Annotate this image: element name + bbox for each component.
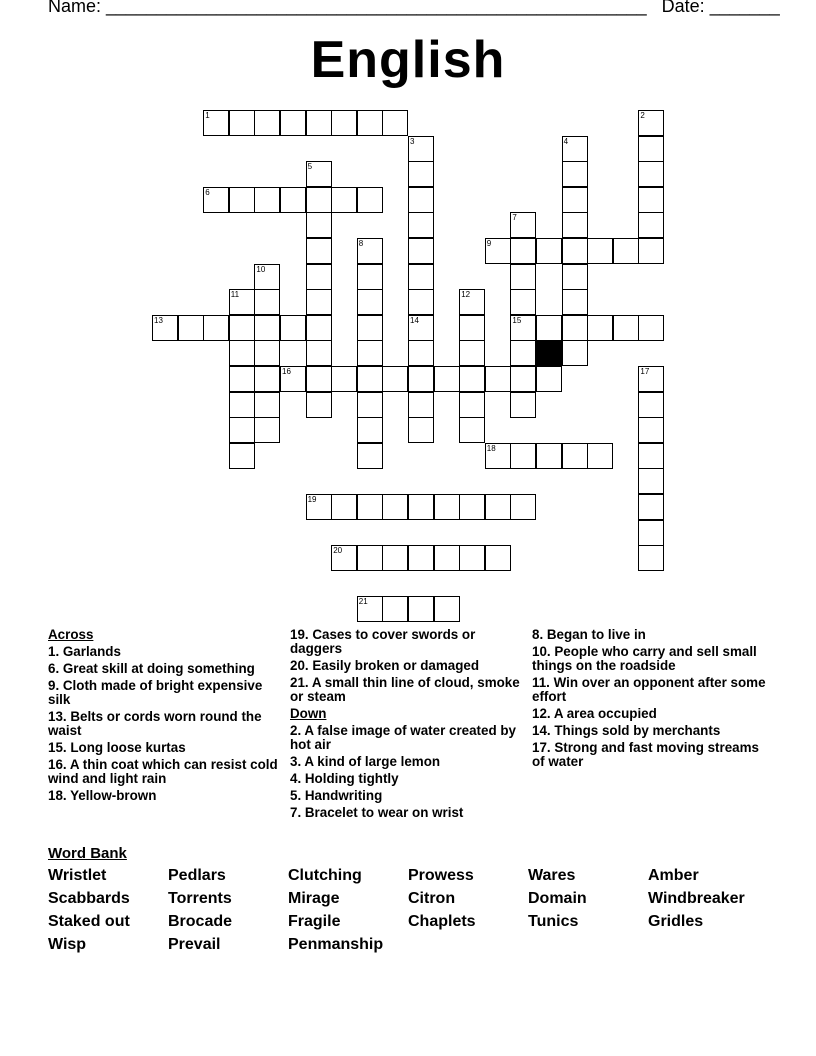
grid-cell[interactable]: [587, 315, 613, 341]
grid-cell[interactable]: [485, 366, 511, 392]
grid-cell[interactable]: [562, 161, 588, 187]
grid-cell[interactable]: [638, 110, 664, 136]
grid-cell[interactable]: [536, 315, 562, 341]
grid-cell[interactable]: [485, 494, 511, 520]
grid-cell[interactable]: [510, 315, 536, 341]
grid-cell[interactable]: [510, 289, 536, 315]
grid-cell[interactable]: [408, 136, 434, 162]
grid-cell[interactable]: [408, 264, 434, 290]
grid-cell[interactable]: [382, 110, 408, 136]
grid-cell[interactable]: [638, 238, 664, 264]
grid-cell[interactable]: [638, 443, 664, 469]
word-bank-item: Fragile: [288, 913, 341, 930]
grid-cell[interactable]: [510, 392, 536, 418]
grid-cell[interactable]: [408, 161, 434, 187]
word-bank-item: Penmanship: [288, 936, 384, 953]
grid-cell[interactable]: [229, 340, 255, 366]
grid-cell[interactable]: [306, 110, 332, 136]
grid-cell[interactable]: [510, 264, 536, 290]
grid-cell[interactable]: [638, 520, 664, 546]
grid-cell[interactable]: [203, 110, 229, 136]
grid-cell[interactable]: [408, 545, 434, 571]
grid-cell[interactable]: [510, 366, 536, 392]
grid-cell[interactable]: [510, 340, 536, 366]
grid-cell[interactable]: [357, 187, 383, 213]
clue-number: 21: [358, 597, 368, 607]
grid-cell[interactable]: [306, 238, 332, 264]
grid-cell[interactable]: [536, 238, 562, 264]
clue-number: 17: [640, 367, 650, 376]
word-bank-item: Amber: [648, 867, 699, 884]
clue-number: 6: [205, 187, 210, 197]
grid-cell[interactable]: [638, 545, 664, 571]
clue-across-16: 16. A thin coat which can resist cold wind and light rain: [48, 757, 278, 786]
grid-cell[interactable]: [485, 545, 511, 571]
grid-cell[interactable]: [306, 161, 332, 187]
grid-cell[interactable]: [408, 596, 434, 622]
grid-cell[interactable]: [638, 366, 664, 392]
clue-number: 2: [640, 111, 645, 120]
clue-down-7: 7. Bracelet to wear on wrist: [290, 805, 464, 820]
clue-number: 14: [410, 315, 419, 325]
word-bank-item: Gridles: [648, 913, 704, 930]
grid-cell[interactable]: [408, 417, 434, 443]
grid-cell[interactable]: [434, 545, 460, 571]
grid-cell[interactable]: [562, 238, 588, 264]
date-label: Date:: [661, 0, 705, 16]
clue-down-10: 10. People who carry and sell small things on the roadside: [532, 644, 757, 673]
word-bank-item: Wristlet: [48, 867, 107, 884]
clue-number: 15: [512, 315, 522, 325]
grid-cell[interactable]: [638, 187, 664, 213]
grid-cell[interactable]: [382, 545, 408, 571]
grid-cell[interactable]: [357, 494, 383, 520]
grid-cell[interactable]: [562, 443, 588, 469]
grid-cell[interactable]: [408, 340, 434, 366]
grid-cell[interactable]: [229, 110, 255, 136]
grid-cell[interactable]: [459, 417, 485, 443]
grid-cell[interactable]: [357, 596, 383, 622]
word-bank-item: Tunics: [528, 913, 579, 930]
grid-cell[interactable]: [459, 494, 485, 520]
name-label: Name:: [48, 0, 102, 16]
grid-cell[interactable]: [408, 187, 434, 213]
grid-cell[interactable]: [331, 110, 357, 136]
clue-number: 10: [256, 264, 266, 274]
grid-cell[interactable]: [254, 264, 280, 290]
grid-cell[interactable]: [229, 417, 255, 443]
grid-cell[interactable]: [562, 315, 588, 341]
grid-cell[interactable]: [254, 187, 280, 213]
word-bank-item: Clutching: [288, 867, 362, 884]
clue-number: 13: [154, 315, 163, 325]
clue-down-12: 12. A area occupied: [532, 706, 657, 721]
name-line: ______________________________________________________: [106, 0, 647, 16]
grid-cell[interactable]: [357, 340, 383, 366]
grid-cell[interactable]: [357, 315, 383, 341]
grid-cell[interactable]: [306, 392, 332, 418]
grid-cell[interactable]: [357, 366, 383, 392]
grid-cell[interactable]: [254, 417, 280, 443]
grid-cell[interactable]: [254, 110, 280, 136]
clue-number: 8: [358, 239, 364, 248]
grid-cell[interactable]: [254, 366, 280, 392]
grid-cell[interactable]: [178, 315, 204, 341]
grid-cell[interactable]: [357, 417, 383, 443]
clue-number: 9: [486, 239, 492, 248]
grid-cell[interactable]: [357, 110, 383, 136]
across-heading: Across: [48, 627, 94, 642]
grid-cell[interactable]: [613, 315, 639, 341]
grid-cell[interactable]: [254, 340, 280, 366]
grid-cell[interactable]: [280, 315, 306, 341]
grid-cell[interactable]: [229, 315, 255, 341]
clue-across-13: 13. Belts or cords worn round the waist: [48, 709, 262, 738]
word-bank-item: Mirage: [288, 890, 340, 907]
grid-cell[interactable]: [357, 289, 383, 315]
clue-number: 18: [486, 443, 496, 453]
grid-cell[interactable]: [510, 443, 536, 469]
grid-cell[interactable]: [562, 136, 588, 162]
grid-cell[interactable]: [357, 264, 383, 290]
clue-number: 19: [307, 495, 317, 504]
grid-cell[interactable]: [408, 315, 434, 341]
grid-cell[interactable]: [203, 187, 229, 213]
grid-cell[interactable]: [229, 366, 255, 392]
grid-cell[interactable]: [408, 212, 434, 238]
grid-cell[interactable]: [613, 238, 639, 264]
grid-cell[interactable]: [510, 238, 536, 264]
grid-cell[interactable]: [638, 417, 664, 443]
clues-column-3: [532, 628, 768, 772]
word-bank-item: Domain: [528, 890, 587, 907]
grid-cell[interactable]: [306, 212, 332, 238]
grid-cell[interactable]: [382, 366, 408, 392]
clue-number: 20: [333, 546, 343, 556]
grid-cell[interactable]: [357, 443, 383, 469]
grid-cell[interactable]: [434, 494, 460, 520]
grid-cell[interactable]: [459, 289, 485, 315]
clue-across-19: 19. Cases to cover swords or daggers: [290, 627, 476, 656]
word-bank-item: Wisp: [48, 936, 87, 953]
grid-block-cell: [536, 340, 562, 366]
word-bank-item: Torrents: [168, 890, 232, 907]
clues-column-2: [290, 628, 522, 823]
grid-cell[interactable]: [485, 443, 511, 469]
grid-cell[interactable]: [203, 315, 229, 341]
grid-cell[interactable]: [562, 340, 588, 366]
clue-across-20: 20. Easily broken or damaged: [290, 658, 480, 673]
grid-cell[interactable]: [562, 212, 588, 238]
grid-cell[interactable]: [459, 545, 485, 571]
clue-down-5: 5. Handwriting: [290, 788, 383, 803]
grid-cell[interactable]: [280, 110, 306, 136]
grid-cell[interactable]: [306, 315, 332, 341]
clue-across-1: 1. Garlands: [48, 644, 121, 659]
grid-cell[interactable]: [280, 366, 306, 392]
grid-cell[interactable]: [306, 289, 332, 315]
grid-cell[interactable]: [587, 443, 613, 469]
grid-cell[interactable]: [254, 392, 280, 418]
word-bank-item: Windbreaker: [648, 890, 745, 907]
grid-cell[interactable]: [331, 494, 357, 520]
grid-cell[interactable]: [638, 315, 664, 341]
grid-cell[interactable]: [408, 238, 434, 264]
grid-cell[interactable]: [306, 187, 332, 213]
word-bank-item: Brocade: [168, 913, 233, 930]
word-bank-item: Staked out: [48, 913, 130, 930]
clue-across-9: 9. Cloth made of bright expensive silk: [48, 678, 263, 707]
grid-cell[interactable]: [562, 289, 588, 315]
grid-cell[interactable]: [306, 340, 332, 366]
grid-cell[interactable]: [229, 187, 255, 213]
grid-cell[interactable]: [485, 238, 511, 264]
clue-down-11: 11. Win over an opponent after some effort: [532, 675, 766, 704]
grid-cell[interactable]: [510, 494, 536, 520]
grid-cell[interactable]: [638, 494, 664, 520]
clue-across-21: 21. A small thin line of cloud, smoke or steam: [290, 675, 520, 704]
grid-cell[interactable]: [408, 494, 434, 520]
grid-cell[interactable]: [331, 366, 357, 392]
clues-column-1: [48, 628, 280, 806]
word-bank-item: Wares: [528, 867, 576, 884]
clue-down-8: 8. Began to live in: [532, 627, 646, 642]
grid-cell[interactable]: [510, 212, 536, 238]
clue-down-4: 4. Holding tightly: [290, 771, 399, 786]
grid-cell[interactable]: [562, 187, 588, 213]
word-bank-item: Pedlars: [168, 867, 226, 884]
grid-cell[interactable]: [331, 545, 357, 571]
word-bank-item: Prevail: [168, 936, 221, 953]
word-bank: [48, 867, 788, 954]
grid-cell[interactable]: [152, 315, 178, 341]
clue-down-17: 17. Strong and fast moving streams of water: [532, 740, 759, 769]
clue-number: 4: [563, 136, 569, 146]
grid-cell[interactable]: [638, 468, 664, 494]
grid-cell[interactable]: [408, 392, 434, 418]
page-title: English: [310, 31, 506, 89]
grid-cell[interactable]: [306, 264, 332, 290]
grid-cell[interactable]: [536, 366, 562, 392]
grid-cell[interactable]: [638, 392, 664, 418]
word-bank-item: Chaplets: [408, 913, 476, 930]
grid-cell[interactable]: [306, 494, 332, 520]
grid-cell[interactable]: [459, 340, 485, 366]
clue-number: 1: [205, 111, 210, 120]
grid-cell[interactable]: [434, 366, 460, 392]
clue-number: 16: [282, 367, 291, 376]
grid-cell[interactable]: [280, 187, 306, 213]
grid-cell[interactable]: [229, 392, 255, 418]
clue-down-3: 3. A kind of large lemon: [290, 754, 441, 769]
grid-cell[interactable]: [357, 545, 383, 571]
grid-cell[interactable]: [331, 187, 357, 213]
clue-number: 5: [307, 162, 313, 172]
grid-cell[interactable]: [382, 596, 408, 622]
clue-across-18: 18. Yellow-brown: [48, 788, 157, 803]
clue-number: 3: [410, 136, 415, 146]
grid-cell[interactable]: [459, 366, 485, 392]
grid-cell[interactable]: [587, 238, 613, 264]
date-line: _______: [709, 0, 780, 16]
clue-number: 7: [512, 213, 517, 223]
grid-cell[interactable]: [229, 443, 255, 469]
grid-cell[interactable]: [382, 494, 408, 520]
grid-cell[interactable]: [229, 289, 255, 315]
grid-cell[interactable]: [357, 238, 383, 264]
grid-cell[interactable]: [254, 289, 280, 315]
word-bank-heading: Word Bank: [48, 845, 127, 862]
down-heading: Down: [290, 706, 327, 721]
clue-across-6: 6. Great skill at doing something: [48, 661, 255, 676]
clue-down-2: 2. A false image of water created by hot air: [290, 723, 516, 752]
clue-number: 12: [461, 290, 471, 300]
grid-cell[interactable]: [306, 366, 332, 392]
grid-cell[interactable]: [459, 392, 485, 418]
clue-number: 11: [230, 290, 240, 300]
grid-cell[interactable]: [638, 136, 664, 162]
word-bank-item: Prowess: [408, 867, 474, 884]
grid-cell[interactable]: [408, 289, 434, 315]
grid-cell[interactable]: [408, 366, 434, 392]
grid-cell[interactable]: [254, 315, 280, 341]
clue-across-15: 15. Long loose kurtas: [48, 740, 186, 755]
grid-cell[interactable]: [434, 596, 460, 622]
word-bank-item: Citron: [408, 890, 456, 907]
grid-cell[interactable]: [638, 212, 664, 238]
grid-cell[interactable]: [357, 392, 383, 418]
grid-cell[interactable]: [536, 443, 562, 469]
clue-down-14: 14. Things sold by merchants: [532, 723, 721, 738]
grid-cell[interactable]: [638, 161, 664, 187]
grid-cell[interactable]: [562, 264, 588, 290]
word-bank-item: Scabbards: [48, 890, 130, 907]
grid-cell[interactable]: [459, 315, 485, 341]
